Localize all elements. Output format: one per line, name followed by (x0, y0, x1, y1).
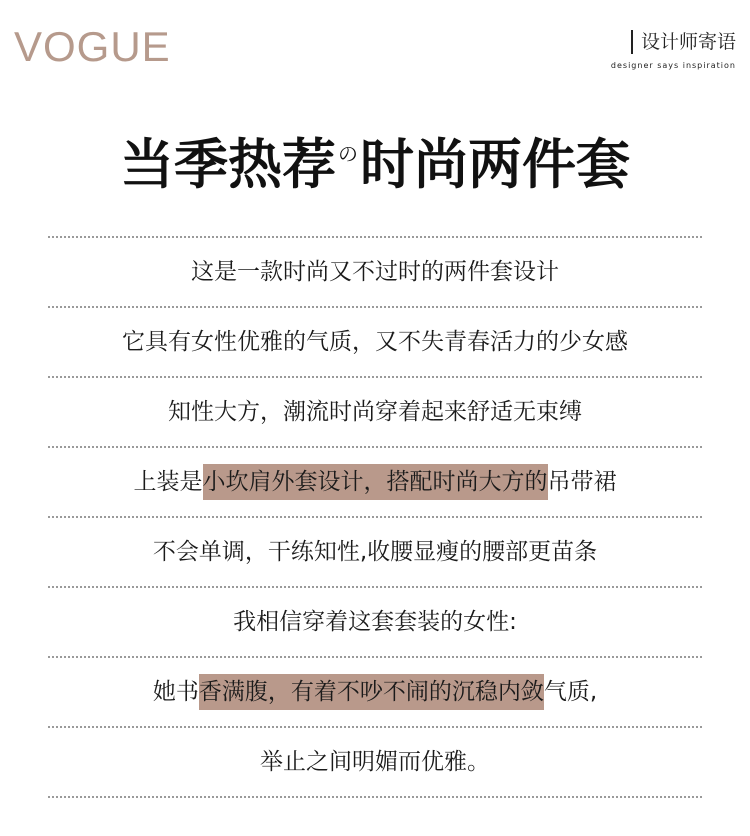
text-line-4: 上装是小坎肩外套设计，搭配时尚大方的吊带裙 (0, 467, 750, 497)
title-part-2: 时尚两件套 (360, 133, 630, 196)
tagline-en: designer says inspiration (610, 61, 736, 70)
tagline-cn: 设计师寄语 (640, 30, 736, 53)
designer-tagline (611, 30, 736, 70)
title-mark: の (338, 142, 358, 166)
dotted-divider (48, 586, 702, 588)
vertical-bar-divider (631, 30, 633, 54)
vogue-logo: VOGUE (14, 23, 171, 70)
dotted-divider (48, 656, 702, 658)
text-line-2: 它具有女性优雅的气质，又不失青春活力的少女感 (122, 329, 628, 355)
dotted-divider (48, 446, 702, 448)
text-line-5: 不会单调，干练知性,收腰显瘦的腰部更苗条 (152, 539, 598, 565)
text-line-8: 举止之间明媚而优雅。 (260, 749, 490, 775)
page-title (0, 133, 750, 196)
title-part-1: 当季热荐 (120, 133, 336, 196)
text-line-3: 知性大方，潮流时尚穿着起来舒适无束缚 (168, 399, 582, 425)
highlighted-text: 小坎肩外套设计，搭配时尚大方的 (203, 464, 548, 500)
text-line-7: 她书香满腹，有着不吵不闹的沉稳内敛气质, (0, 677, 750, 707)
dotted-divider (48, 796, 702, 798)
text-line-1: 这是一款时尚又不过时的两件套设计 (191, 259, 559, 285)
dotted-divider (48, 236, 702, 238)
dotted-divider (48, 516, 702, 518)
dotted-divider (48, 306, 702, 308)
text-line-6: 我相信穿着这套套装的女性: (233, 609, 517, 635)
dotted-divider (48, 376, 702, 378)
dotted-divider (48, 726, 702, 728)
highlighted-text: 香满腹，有着不吵不闹的沉稳内敛 (199, 674, 544, 710)
